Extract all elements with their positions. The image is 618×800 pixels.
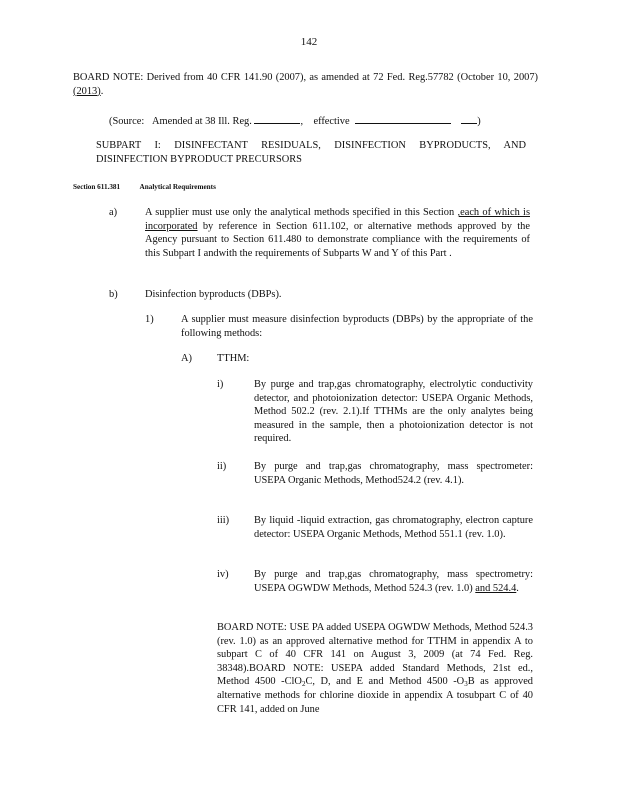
source-amended: Amended at 38 Ill. Reg. bbox=[152, 116, 252, 127]
source-close-blank bbox=[461, 113, 477, 124]
item-a-label: a) bbox=[109, 207, 118, 218]
method-ii-text: By purge and trap,gas chromatography, mass spectrometer: USEPA Organic Methods, Method524.2 (rev. 4.1). bbox=[254, 461, 533, 486]
subpart-title: SUBPART I: DISINFECTANT RESIDUALS, DISINFECTION BYPRODUCTS, AND DISINFECTION BYPRODUCT PRECURSORS bbox=[96, 140, 526, 165]
method-iv-text bbox=[254, 568, 533, 595]
board-note-methods bbox=[217, 621, 533, 716]
board-note-derivation bbox=[73, 71, 538, 98]
method-iv-label: iv) bbox=[217, 569, 229, 580]
method-i-label: i) bbox=[217, 379, 224, 390]
section-title: Analytical Requirements bbox=[139, 183, 216, 191]
section-number: Section 611.381 bbox=[73, 183, 121, 191]
board-note-tail: . bbox=[100, 85, 104, 97]
board-note-methods-sub-2: 3 bbox=[464, 680, 468, 689]
method-ii-label: ii) bbox=[217, 461, 227, 472]
item-bA-text: TTHM: bbox=[217, 353, 250, 364]
item-a-text-1: A supplier must use only the analytical methods specified in this Section bbox=[145, 207, 455, 218]
board-note-text: BOARD NOTE: Derived from 40 CFR 141.90 (2007), as amended at 72 Fed. Reg.57782 (October 10, 2007) bbox=[73, 72, 538, 83]
item-a-text bbox=[145, 206, 530, 260]
source-reg-blank bbox=[254, 113, 300, 124]
item-bA-label: A) bbox=[181, 353, 192, 364]
board-note-amended-year: (2013) bbox=[73, 85, 101, 97]
item-b-text: Disinfection byproducts (DBPs). bbox=[145, 289, 282, 300]
board-note-methods-text-3: B as approved alternative methods for chlorine dioxide in appendix A tosubpart C of 40 CFR 141, added on June bbox=[217, 676, 534, 715]
source-effective: effective bbox=[313, 116, 350, 127]
source-note bbox=[109, 113, 481, 129]
source-prefix: (Source: bbox=[109, 116, 145, 127]
item-b1-text: A supplier must measure disinfection byproducts (DBPs) by the appropriate of the following methods: bbox=[181, 314, 533, 339]
board-note-methods-text-2: C, D, and E and Method 4500 -O bbox=[305, 676, 465, 688]
method-iii-label: iii) bbox=[217, 515, 230, 526]
item-a-underlined: ,each of which is incorporated bbox=[145, 207, 530, 232]
item-b-label: b) bbox=[109, 289, 118, 300]
source-comma: , bbox=[300, 116, 304, 127]
source-effective-date-blank bbox=[355, 113, 451, 124]
item-a-text-2: by reference in Section 611.102, or alternative methods approved by the Agency pursuant to Section 611.480 to demonstrate compliance with the requirements of this Subpart I andwith the requirements of Subparts W and Y of this Part . bbox=[145, 220, 530, 259]
board-note-methods-sub-1: 2 bbox=[301, 680, 306, 689]
method-iv-underlined: and 524.4 bbox=[475, 582, 517, 594]
item-b1-label: 1) bbox=[145, 314, 154, 325]
board-note-methods-text-1: BOARD NOTE: USE PA added USEPA OGWDW Methods, Method 524.3 (rev. 1.0) as an approved alternative method for TTHM in appendix A to subpart C of 40 CFR 141 on August 3, 2009 (at 74 Fed. Reg. 38348).BOARD NOTE: USEPA added Standard Methods, 21st ed., Method 4500 -ClO bbox=[217, 622, 533, 688]
method-iv-text-main: By purge and trap,gas chromatography, mass spectrometry: USEPA OGWDW Methods, Method 524.3 (rev. 1.0) bbox=[254, 569, 533, 594]
method-i-text: By purge and trap,gas chromatography, electrolytic conductivity detector, and photoionization detector: USEPA Organic Methods, Method 502.2 (rev. 2.1).If TTHMs are the only analytes being measured in the sample, then a photoionization detector is not required. bbox=[254, 379, 533, 445]
source-close: ) bbox=[477, 116, 481, 127]
method-iii-text: By liquid -liquid extraction, gas chromatography, electron capture detector: USEPA Organic Methods, Method 551.1 (rev. 1.0). bbox=[254, 515, 533, 540]
method-iv-tail: . bbox=[516, 582, 519, 594]
page-number: 142 bbox=[300, 36, 318, 48]
section-heading bbox=[73, 181, 234, 195]
